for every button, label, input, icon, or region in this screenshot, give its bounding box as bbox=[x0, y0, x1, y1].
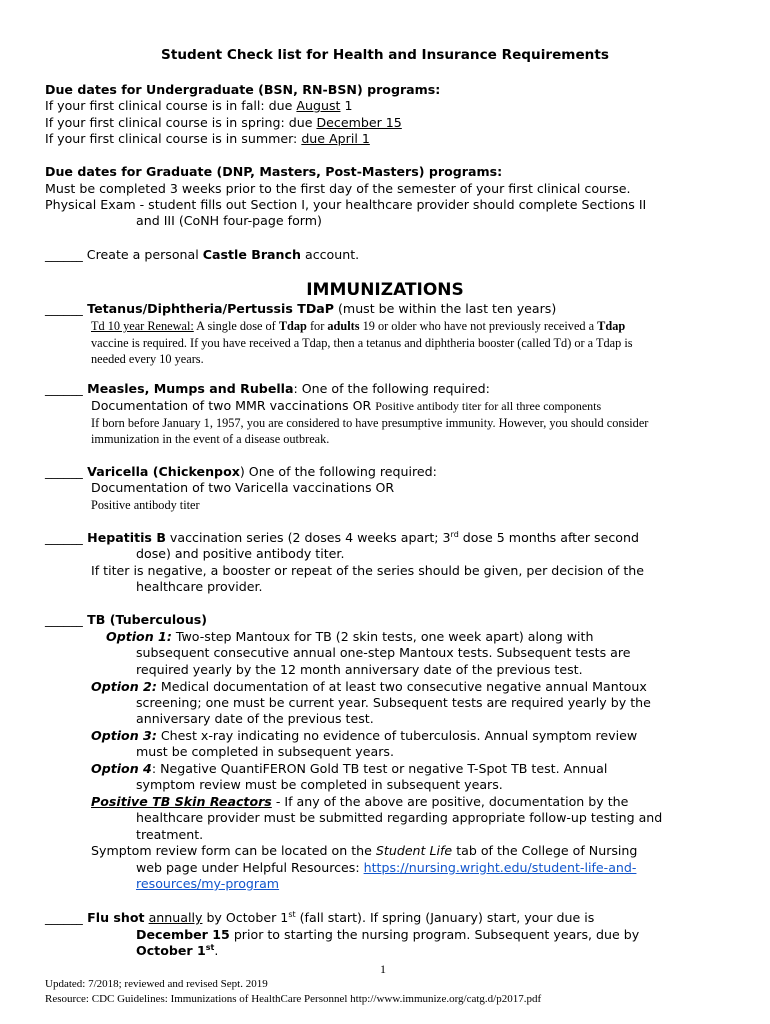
tdap-renewal-line2: vaccine is required. If you have received a Tdap, then a tetanus and diphtheria booster (called Td) or a Tdap is bbox=[91, 336, 633, 350]
footer-updated: Updated: 7/2018; reviewed and revised Sept. 2019 bbox=[45, 978, 268, 990]
tb-option-2: Option 2: Medical documentation of at least two consecutive negative annual Mantoux bbox=[91, 679, 647, 694]
flu-shot-line2: December 15 prior to starting the nursing program. Subsequent years, due by bbox=[136, 927, 640, 942]
tb-option-3: Option 3: Chest x-ray indicating no evidence of tuberculosis. Annual symptom review bbox=[91, 728, 638, 743]
grad-line2: Physical Exam - student fills out Section I, your healthcare provider should complete Sections II bbox=[45, 197, 647, 212]
flu-shot-line3: October 1st. bbox=[136, 942, 219, 958]
tb-symptom-review-line2: web page under Helpful Resources: https://nursing.wright.edu/student-life-and- bbox=[136, 860, 637, 875]
hepatitis-b-line3: If titer is negative, a booster or repeat of the series should be given, per decision of the bbox=[91, 563, 645, 578]
nursing-resources-link[interactable]: https://nursing.wright.edu/student-life-and- bbox=[363, 860, 637, 875]
hepatitis-b-line4: healthcare provider. bbox=[136, 579, 263, 594]
castle-branch-item: ______ Create a personal Castle Branch account. bbox=[45, 247, 360, 262]
immunizations-heading: IMMUNIZATIONS bbox=[306, 280, 464, 300]
grad-heading: Due dates for Graduate (DNP, Masters, Post-Masters) programs: bbox=[45, 164, 503, 179]
varicella-item: ______ Varicella (Chickenpox) One of the following required: bbox=[45, 464, 437, 479]
tb-positive-line3: treatment. bbox=[136, 827, 204, 842]
grad-line1: Must be completed 3 weeks prior to the first day of the semester of your first clinical course. bbox=[45, 181, 631, 196]
tb-option-1-line3: required yearly by the 12 month anniversary date of the previous test. bbox=[136, 662, 583, 677]
tdap-renewal-line1: Td 10 year Renewal: A single dose of Tdap for adults 19 or older who have not previously received a Tdap bbox=[91, 319, 626, 333]
page-title: Student Check list for Health and Insurance Requirements bbox=[161, 47, 609, 63]
mmr-line2: If born before January 1, 1957, you are considered to have presumptive immunity. However, you should consider bbox=[91, 416, 649, 430]
mmr-item: ______ Measles, Mumps and Rubella: One of the following required: bbox=[45, 381, 490, 396]
tb-item: ______ TB (Tuberculous) bbox=[45, 612, 208, 627]
hepatitis-b-item: ______ Hepatitis B vaccination series (2 doses 4 weeks apart; 3rd dose 5 months after second bbox=[45, 529, 639, 545]
varicella-line1: Documentation of two Varicella vaccinations OR bbox=[91, 480, 395, 495]
flu-shot-item: ______ Flu shot annually by October 1st (fall start). If spring (January) start, your due is bbox=[45, 909, 595, 925]
mmr-line1: Documentation of two MMR vaccinations OR Positive antibody titer for all three components bbox=[91, 398, 602, 413]
tb-option-2-line3: anniversary date of the previous test. bbox=[136, 711, 374, 726]
varicella-line2: Positive antibody titer bbox=[91, 498, 200, 512]
page-number: 1 bbox=[380, 962, 386, 976]
tb-option-4-line2: symptom review must be completed in subsequent years. bbox=[136, 777, 503, 792]
tb-option-1: Option 1: Two-step Mantoux for TB (2 skin tests, one week apart) along with bbox=[106, 629, 594, 644]
undergrad-heading: Due dates for Undergraduate (BSN, RN-BSN) programs: bbox=[45, 82, 441, 97]
mmr-line3: immunization in the event of a disease outbreak. bbox=[91, 432, 330, 446]
hepatitis-b-line2: dose) and positive antibody titer. bbox=[136, 546, 345, 561]
grad-line3: and III (CoNH four-page form) bbox=[136, 213, 322, 228]
tb-positive-reactors: Positive TB Skin Reactors - If any of the above are positive, documentation by the bbox=[91, 794, 629, 809]
tb-option-1-line2: subsequent consecutive annual one-step Mantoux tests. Subsequent tests are bbox=[136, 645, 631, 660]
tb-option-2-line2: screening; one must be current year. Subsequent tests are required yearly by the bbox=[136, 695, 651, 710]
tb-positive-line2: healthcare provider must be submitted regarding appropriate follow-up testing and bbox=[136, 810, 663, 825]
tdap-item: ______ Tetanus/Diphtheria/Pertussis TDaP (must be within the last ten years) bbox=[45, 301, 557, 316]
undergrad-summer: If your first clinical course is in summer: due April 1 bbox=[45, 131, 370, 146]
footer-resource: Resource: CDC Guidelines: Immunizations of HealthCare Personnel http://www.immunize.org/catg.d/p2017.pdf bbox=[45, 993, 542, 1005]
tb-option-4: Option 4: Negative QuantiFERON Gold TB test or negative T-Spot TB test. Annual bbox=[91, 761, 608, 776]
undergrad-fall: If your first clinical course is in fall: due August 1 bbox=[45, 98, 353, 113]
nursing-resources-link-cont[interactable]: resources/my-program bbox=[136, 876, 280, 891]
tb-option-3-line2: must be completed in subsequent years. bbox=[136, 744, 394, 759]
tdap-renewal-line3: needed every 10 years. bbox=[91, 352, 204, 366]
undergrad-spring: If your first clinical course is in spring: due December 15 bbox=[45, 115, 402, 130]
tb-symptom-review: Symptom review form can be located on the Student Life tab of the College of Nursing bbox=[91, 843, 638, 858]
